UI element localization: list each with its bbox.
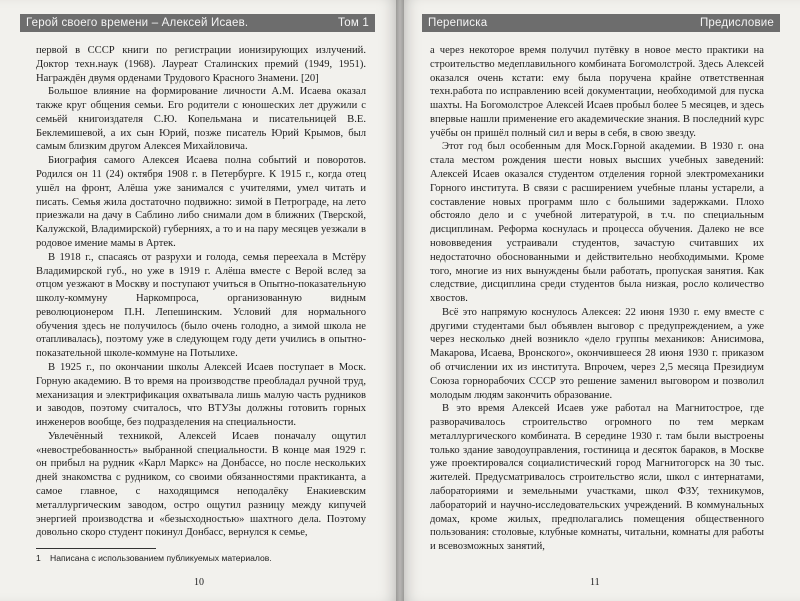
left-running-header xyxy=(20,14,375,32)
footnote xyxy=(36,553,366,564)
paragraph: В 1925 г., по окончании школы Алексей Исаев поступает в Моск. Горную академию. В то время на производстве преобладал ручной труд, механизация и электрификация охватывала лишь малую часть рудников и заводов, поэтому считалось, что ВТУЗы должны готовить горных инженеров вообще, без подразделения на специальности. xyxy=(36,361,366,429)
left-page-number: 10 xyxy=(194,577,204,588)
right-page-number: 11 xyxy=(590,577,600,588)
right-body-text xyxy=(430,44,764,554)
paragraph: Всё это напрямую коснулось Алексея: 22 июня 1930 г. ему вместе с другими студентами был объявлен выговор с предупреждением, а уже через несколько дней возникло «дело группы механиков: Анисимова, Макарова, Исаева, Вронского», окончившееся 28 июня 1930 г. приказом об отчислении их из института. Впрочем, через 2,5 месяца Президиум Союза горнорабочих СССР это решение заменил выговором и позволил молодым людям закончить образование. xyxy=(430,306,764,401)
footnote-number: 1 xyxy=(36,553,41,563)
right-header-section: Переписка xyxy=(428,17,488,29)
paragraph: первой в СССР книги по регистрации ионизирующих излучений. Доктор техн.наук (1968). Лауреат Сталинских премий (1949, 1951). Награждён двумя орденами Трудового Красного Знамени. [20] xyxy=(36,45,366,84)
footnote-rule xyxy=(36,548,156,549)
left-body-text xyxy=(36,44,366,540)
paragraph: Биография самого Алексея Исаева полна событий и поворотов. Родился он 11 (24) октября 1908 г. в Петербурге. К 1915 г., когда отец ушёл на фронт, Алёша уже занимался с учителями, умел читать и писать. Семья жила достаточно подвижно: зимой в Петрограде, на лето приезжали на дачу в Саблино либо снимали дом в ближних (Тверской, Калужской, Владимирской) губерниях, а то и на пару месяцев уезжали в родовое имение мамы в Артек. xyxy=(36,155,366,249)
paragraph: Увлечённый техникой, Алексей Исаев поначалу ощутил «невостребованность» выбранной специальности. В конце мая 1929 г. он прибыл на рудник «Карл Маркс» на Донбассе, но после нескольких дней знакомства с рудником, со своими обязанностями практиканта, а самое главное, с находящимся неподалёку Енакиевским металлургическим заводом, остро ощутил разницу между кипучей энергией производства и «безысходностью» шахтного дела. Поэтому довольно скоро студент покинул Донбасс, вернулся к семье, xyxy=(36,430,366,539)
paragraph: В 1918 г., спасаясь от разрухи и голода, семья переехала в Мстёру Владимирской губ., но уже в 1919 г. Алёша вместе с Верой вслед за отцом уезжают в Москву и поступают учиться в Опытно-показательную школу-коммуну Наркомпроса, организованную видным революционером П.Н. Лепешинским. Условий для нормального обучения здесь не получилось (было очень голодно, а зимой школа не отапливалась), поэтому уже в следующем году дети учились в опытно-показательной школе-коммуне на Потылихе. xyxy=(36,251,366,360)
paragraph: Этот год был особенным для Моск.Горной академии. В 1930 г. она стала местом рождения шести новых высших учебных заведений: Алексей Исаев оказался студентом отделения горной электромеханики Горного института. В связи с расширением учебные планы устарели, а составление новых программ шло с большими задержками. Плохо обстояло дело и с учебной литературой, в т.ч. по специальным дисциплинам. Реформа коснулась и процесса обучения. Далеко не все нововведения устраивали студентов, зачастую считавших их недостаточно обоснованными и действительно необходимыми. Кроме того, многие из них вынуждены были работать, пропуская занятия. Как следствие, дисциплина среди студентов была низкая, росло количество хвостов. xyxy=(430,141,764,305)
left-header-title: Герой своего времени – Алексей Исаев. xyxy=(26,17,249,29)
paragraph: В это время Алексей Исаев уже работал на Магнитострое, где разворачивалось строительство огромного по тем меркам металлургического комбината. В середине 1930 г. там были выстроены только здание заводоуправления, гостиница и десяток бараков, в Москве уже проектировался социалистический город Магнитогорск на 30 тыс. жителей. Предусматривалось строительство ясли, школ с интернатами, лабораториями и земельными участками, школ ФЗУ, техникумов, лабораторий и научно-исследовательских учреждений. В коммунальных домах, кроме жилых, предполагались помещения общественного пользования: столовые, клубные комнаты, читальни, комнаты для работы и всевозможных занятий, xyxy=(430,403,764,553)
book-gutter xyxy=(396,0,404,601)
paragraph: Большое влияние на формирование личности А.М. Исаева оказал также круг общения семьи. Его родители с юношеских лет дружили с семьёй книгоиздателя С.Ю. Копельмана и писательницей В.Е. Беклемишевой, а их сын Юрий, позже писатель Юрий Крымов, был самым близким другом Алексея Михайловича. xyxy=(36,86,366,153)
left-header-volume: Том 1 xyxy=(337,17,369,29)
footnote-text: Написана с использованием публикуемых материалов. xyxy=(50,553,272,563)
right-header-chapter: Предисловие xyxy=(699,17,774,29)
paragraph: а через некоторое время получил путёвку в новое место практики на строительство медеплавильного комбината Богомолстрой. Здесь Алексей оказался очень кстати: ему была поручена крайне ответственная техн.работа по исправлению всей документации, необходимой для пуска шахты. На Богомолстрое Алексей Исаев пробыл более 5 месяцев, и здесь впервые нашли применение его академические знания. В последний курс учёбы он пришёл полный сил и веры в себя, в свою звезду. xyxy=(430,45,764,139)
right-running-header xyxy=(422,14,780,32)
